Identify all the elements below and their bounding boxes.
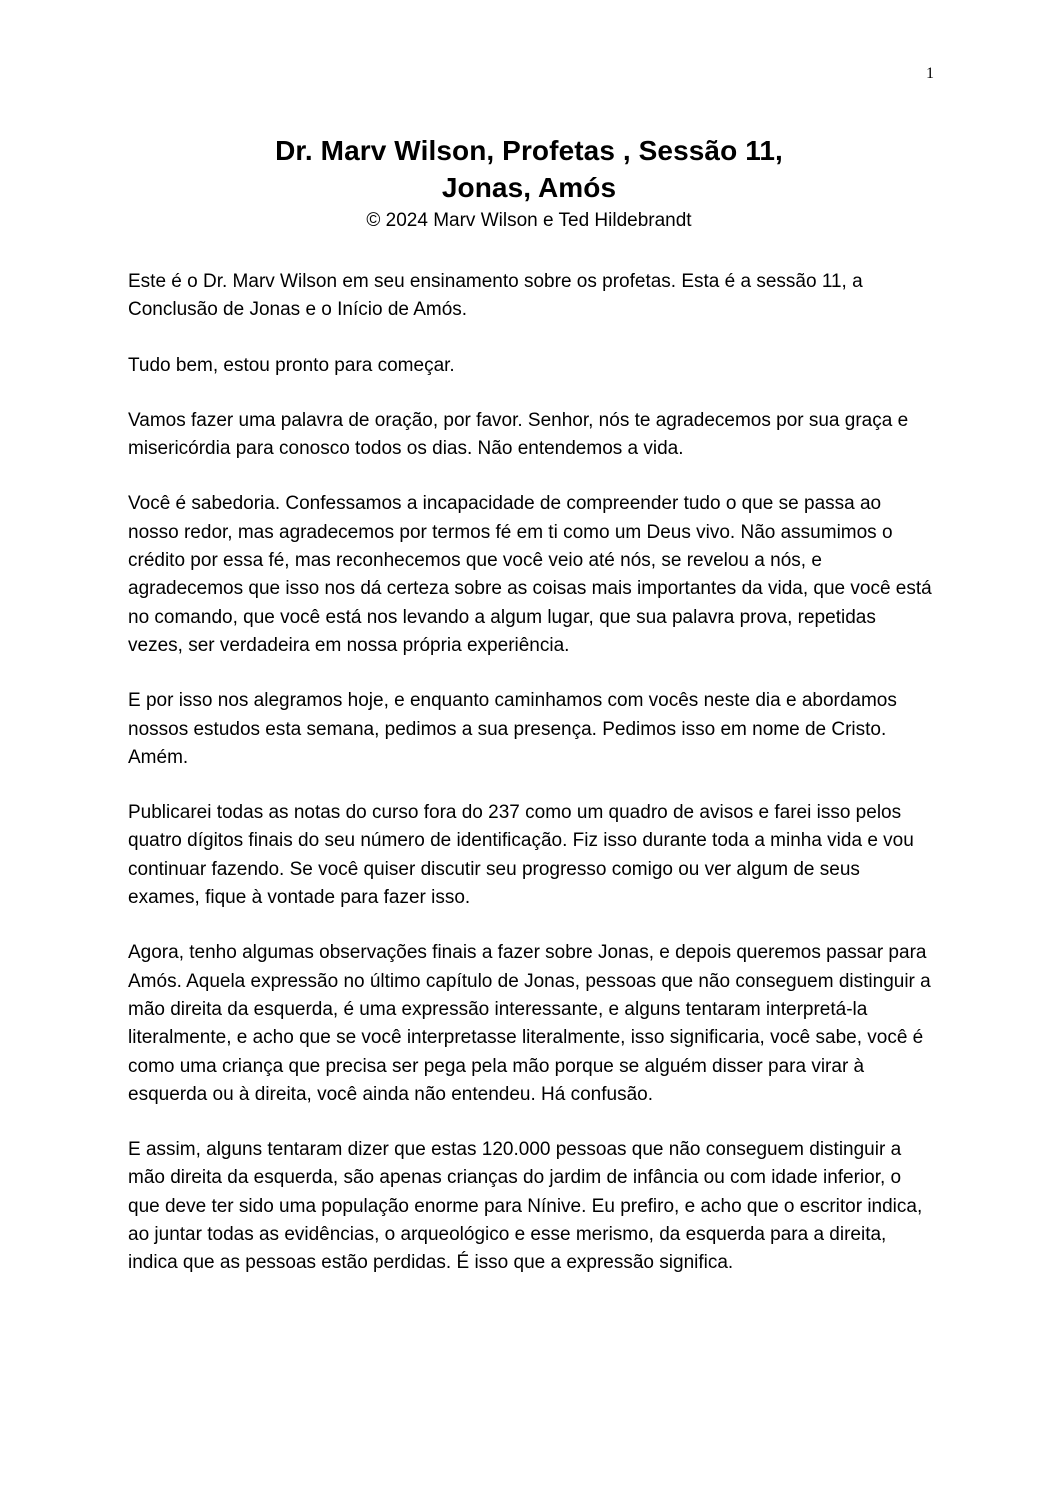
document-title-line-2: Jonas, Amós: [441, 172, 617, 203]
page-number: 1: [926, 65, 934, 82]
paragraph: E por isso nos alegramos hoje, e enquanto caminhamos com vocês neste dia e abordamos nossos estudos esta semana, pedimos a sua presença. Pedimos isso em nome de Cristo. Amém.: [128, 690, 897, 768]
paragraph: Vamos fazer uma palavra de oração, por favor. Senhor, nós te agradecemos por sua graça e misericórdia para conosco todos os dias. Não entendemos a vida.: [128, 409, 909, 460]
document-body: [128, 268, 934, 1305]
paragraph: Tudo bem, estou pronto para começar.: [128, 354, 455, 376]
document-title-line-1: Dr. Marv Wilson, Profetas , Sessão 11,: [275, 135, 783, 166]
paragraph: Este é o Dr. Marv Wilson em seu ensinamento sobre os profetas. Esta é a sessão 11, a Conclusão de Jonas e o Início de Amós.: [128, 271, 863, 321]
document-header: [0, 132, 1058, 234]
paragraph: Publicarei todas as notas do curso fora do 237 como um quadro de avisos e farei isso pelos quatro dígitos finais do seu número de identificação. Fiz isso durante toda a minha vida e vou continuar fazendo. Se você quiser discutir seu progresso comigo ou ver algum de seus exames, fique à vontade para fazer isso.: [128, 802, 914, 909]
paragraph: Você é sabedoria. Confessamos a incapacidade de compreender tudo o que se passa ao nosso redor, mas agradecemos por termos fé em ti como um Deus vivo. Não assumimos o crédito por essa fé, mas reconhecemos que você veio até nós, se revelou a nós, e agradecemos que isso nos dá certeza sobre as coisas mais importantes da vida, que você está no comando, que você está nos levando a algum lugar, que sua palavra prova, repetidas vezes, ser verdadeira em nossa própria experiência.: [128, 493, 932, 656]
paragraph: Agora, tenho algumas observações finais a fazer sobre Jonas, e depois queremos passar para Amós. Aquela expressão no último capítulo de Jonas, pessoas que não conseguem distinguir a mão direita da esquerda, é uma expressão interessante, e alguns tentaram interpretá-la literalmente, e acho que se você interpretasse literalmente, isso significaria, você sabe, você é como uma criança que precisa ser pega pela mão porque se alguém disser para virar à esquerda ou à direita, você ainda não entendeu. Há confusão.: [128, 942, 931, 1105]
copyright-notice: © 2024 Marv Wilson e Ted Hildebrandt: [366, 210, 692, 231]
paragraph: E assim, alguns tentaram dizer que estas 120.000 pessoas que não conseguem distinguir a mão direita da esquerda, são apenas crianças do jardim de infância ou com idade inferior, o que deve ter sido uma população enorme para Nínive. Eu prefiro, e acho que o escritor indica, ao juntar todas as evidências, o arqueológico e esse merismo, da esquerda para a direita, indica que as pessoas estão perdidas. É isso que a expressão significa.: [128, 1139, 923, 1274]
